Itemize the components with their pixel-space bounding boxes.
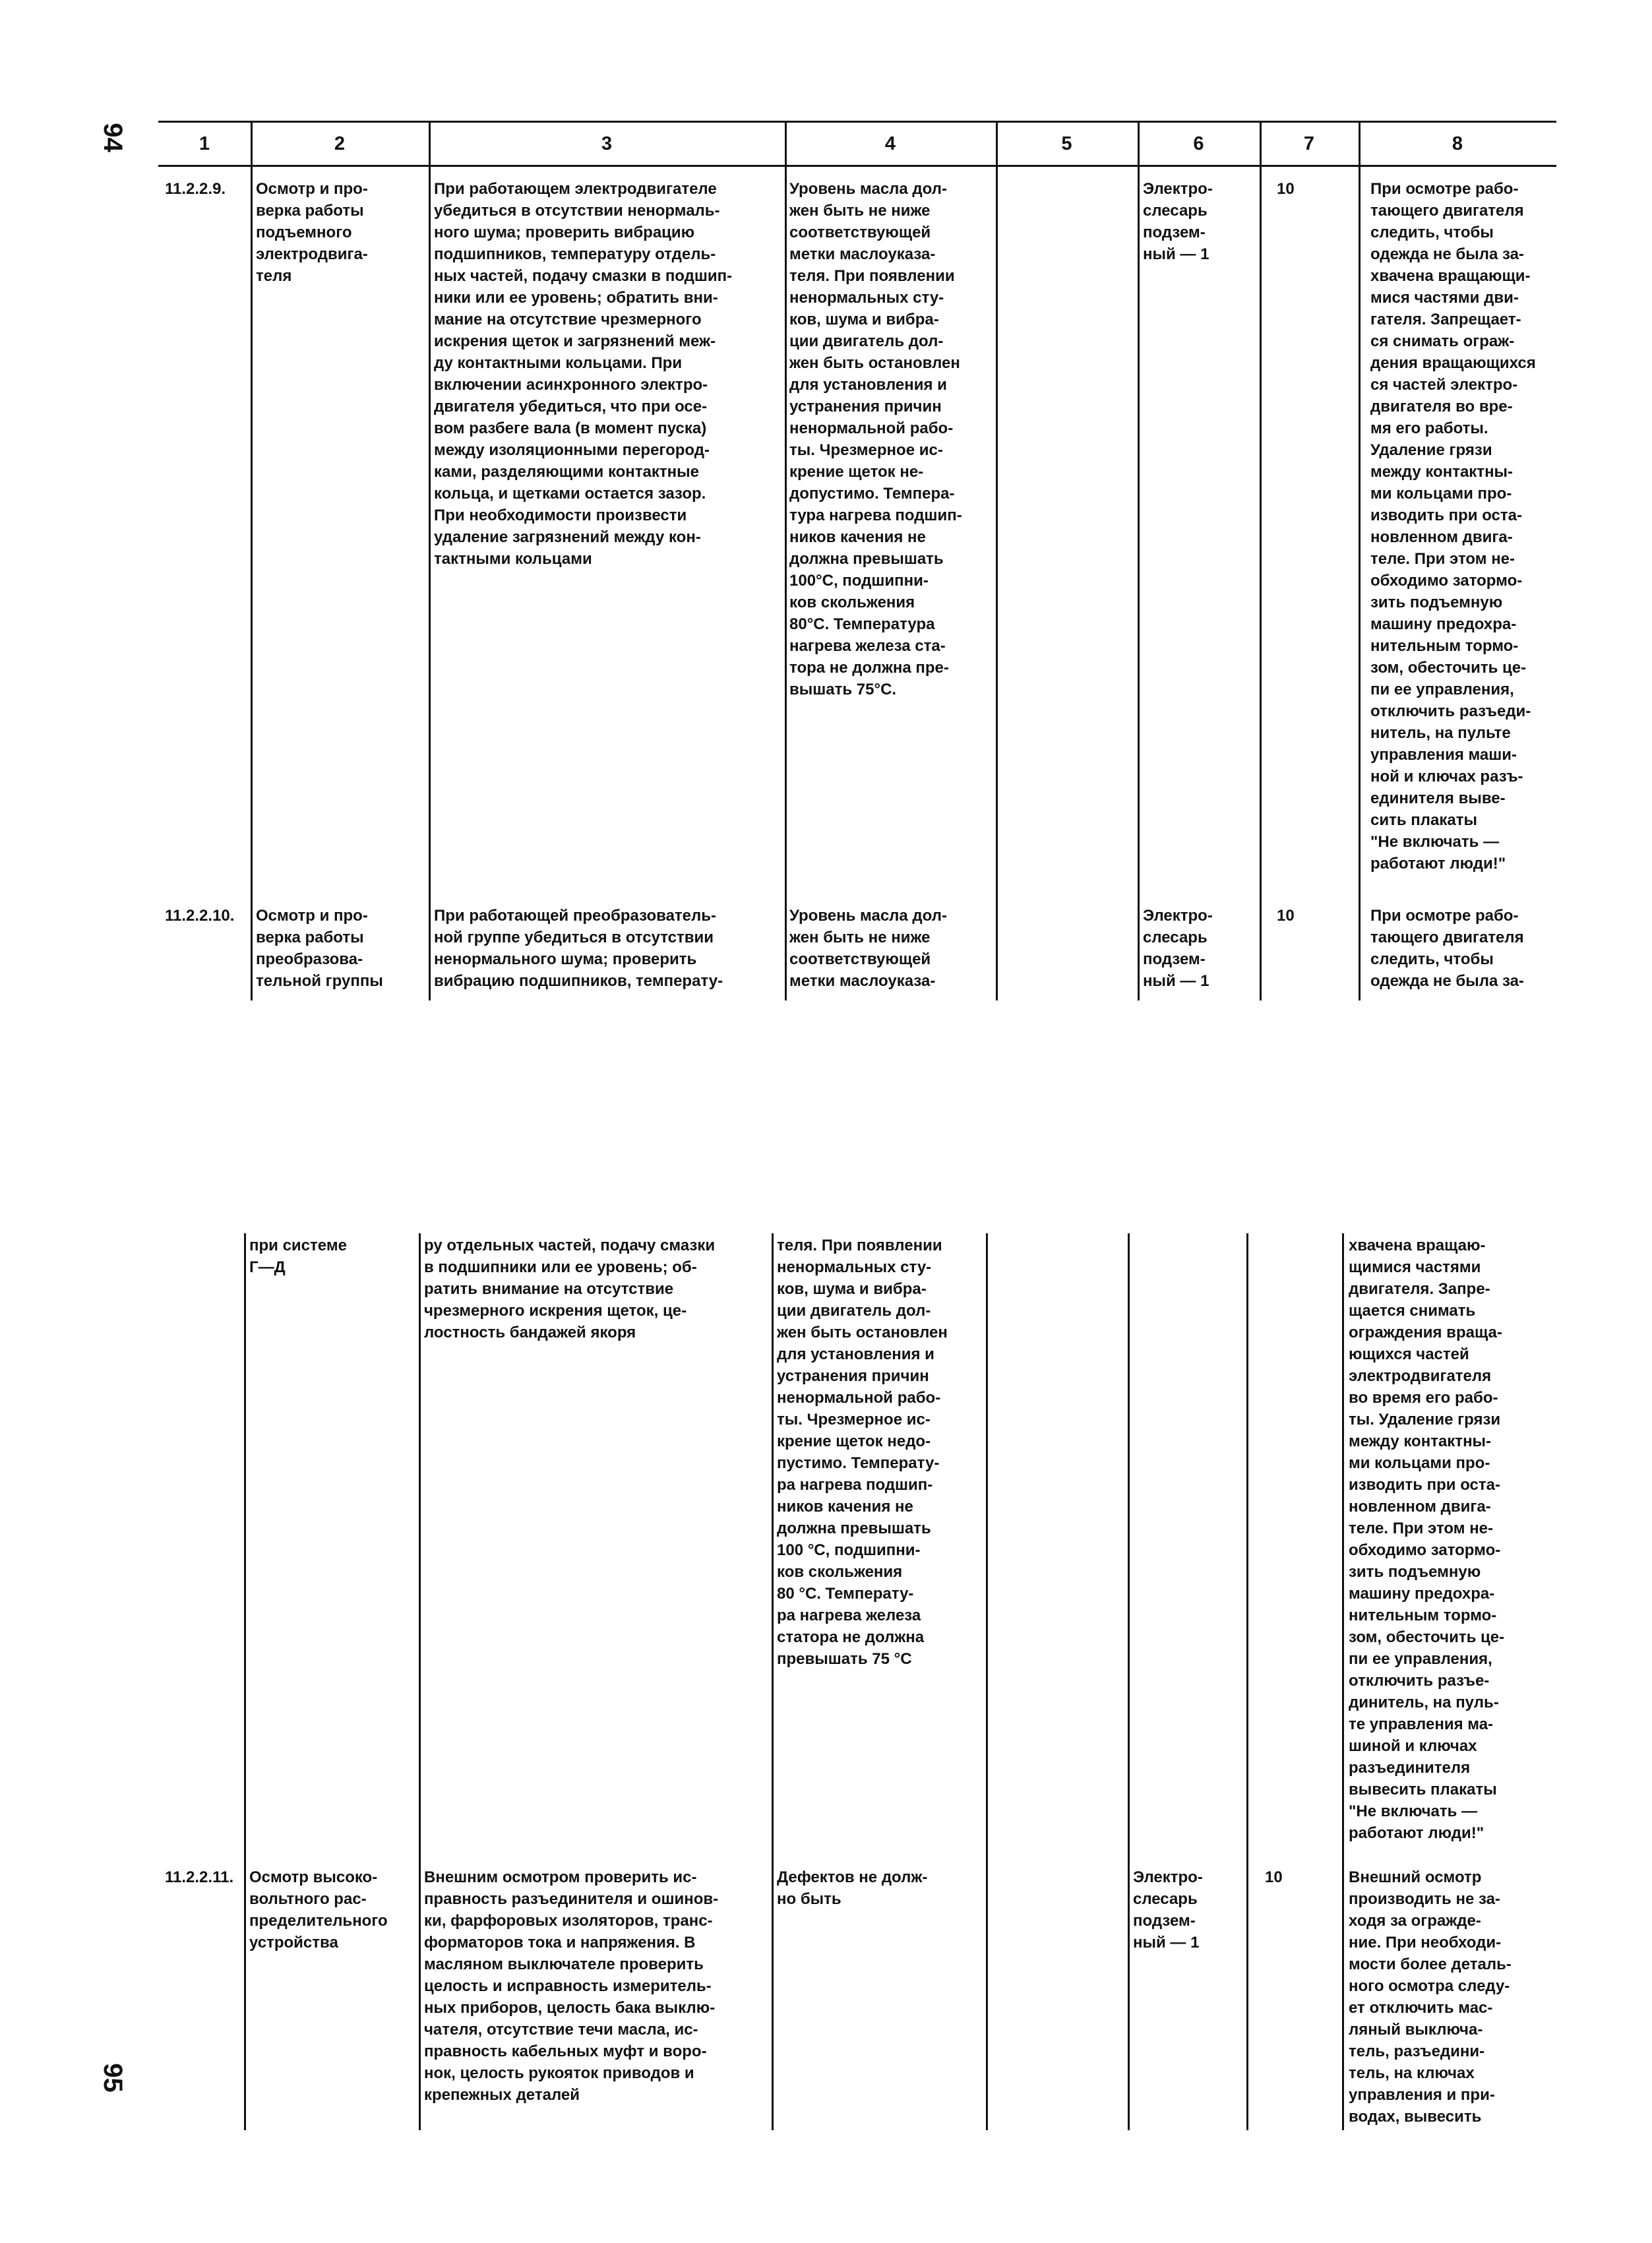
col-line [251,163,253,1000]
header-col-6: 6 [1193,133,1204,154]
cont-name: при системе Г—Д [249,1237,347,1276]
row-name: Осмотр высоко- вольтного рас- пределительного устройства [249,1868,388,1951]
row-id: 11.2.2.9. [165,180,226,198]
col-line [244,1233,246,2130]
header-col-2: 2 [334,133,346,154]
row-performer: Электро- слесарь подзем- ный — 1 [1133,1868,1203,1951]
col-line [1260,163,1262,1000]
col-line [1138,163,1140,1000]
col-line [1246,1233,1248,2130]
row-requirements: Дефектов не долж- но быть [777,1868,928,1908]
row-requirements: Уровень масла дол- жен быть не ниже соответствующей метки маслоуказа- [789,907,947,990]
row-time: 10 [1277,907,1295,925]
col-line [772,1233,774,2130]
row-performer: Электро- слесарь подзем- ный — 1 [1143,907,1213,990]
cont-requirements: теля. При появлении ненормальных сту- ков, шума и вибра- ции двигатель дол- жен быть остановлен для установления и устранения причин ненормальной рабо- ты. Чрезмерное ис- крение щеток недо- пустимо. Температу- ра нагрева подшип- ников качения не должна превышать 100 °С, подшипни- ков скольжения 80 °С. Температу- ра нагрева железа статора не должна превышать 75 °С [777,1237,948,1668]
row-name: Осмотр и про- верка работы подъемного электродвига- теля [256,180,368,285]
col-line [419,1233,421,2130]
page-number-top: 94 [98,123,127,152]
row-notes: При осмотре рабо- тающего двигателя следить, чтобы одежда не была за- [1370,907,1524,990]
row-requirements: Уровень масла дол- жен быть не ниже соответствующей метки маслоуказа- теля. При появлении ненормальных сту- ков, шума и вибра- ции двигатель дол- жен быть остановлен для установления и устранения причин ненормальной рабо- ты. Чрезмерное ис- крение щеток не- допустимо. Темпера- тура нагрева подшип- ников качения не должна превышать 100°С, подшипни- ков скольжения 80°С. Температура нагрева железа ста- тора не должна пре- вышать 75°С. [789,180,962,698]
col-line [1359,163,1361,1000]
header-col-4: 4 [884,133,896,154]
col-line [1128,1233,1130,2130]
cont-work: ру отдельных частей, подачу смазки в подшипники или ее уровень; об- ратить внимание на отсутствие чрезмерного искрения щеток, це- лостность бандажей якоря [424,1237,716,1341]
row-time: 10 [1265,1868,1283,1886]
page-number-bottom: 95 [98,2063,127,2093]
header-col-5: 5 [1061,133,1072,154]
header-col-7: 7 [1303,133,1315,154]
col-line [986,1233,988,2130]
row-id: 11.2.2.11. [165,1868,234,1886]
header-col-3: 3 [601,133,613,154]
col-line [996,163,998,1000]
row-work: Внешним осмотром проверить ис- правность разъединителя и ошинов- ки, фарфоровых изоляторов, транс- форматоров тока и напряжения. В масляном выключателе проверить целость и исправность измеритель- ных приборов, целость бака выклю- чателя, отсутствие течи масла, ис- правность кабельных муфт и воро- нок, целость рукояток приводов и крепежных деталей [424,1868,719,2104]
header-col-1: 1 [199,133,210,154]
header-col-8: 8 [1452,133,1463,154]
row-notes: Внешний осмотр производить не за- ходя за огражде- ние. При необходи- мости более деталь- ного осмотра следу- ет отключить мас- ляный выключа- тель, разъедини- тель, на ключах управления и при- водах, вывесить [1349,1868,1512,2126]
table-header [158,121,1556,167]
row-work: При работающей преобразователь- ной группе убедиться в отсутствии ненормального шума; проверить вибрацию подшипников, температу- [434,907,723,990]
row-performer: Электро- слесарь подзем- ный — 1 [1143,180,1213,263]
row-work: При работающем электродвигателе убедиться в отсутствии ненормаль- ного шума; проверить вибрацию подшипников, температуру отдель- ных частей, подачу смазки в подшип- ники или ее уровень; обратить вни- мание на отсутствие чрезмерного искрения щеток и загрязнений меж- ду контактными кольцами. При включении асинхронного электро- двигателя убедиться, что при осе- вом разбеге вала (в момент пуска) между изоляционными перегород- ками, разделяющими контактные кольца, и щетками остается зазор. При необходимости произвести удаление загрязнений между кон- тактными кольцами [434,180,733,568]
col-line [1342,1233,1344,2130]
col-line [429,163,431,1000]
col-line [785,163,787,1000]
row-time: 10 [1277,180,1295,198]
cont-notes: хвачена вращаю- щимися частями двигателя. Запре- щается снимать ограждения враща- ющихся частей электродвигателя во время его рабо- ты. Удаление грязи между контактны- ми кольцами про- изводить при оста- новленном двига- теле. При этом не- обходимо затормо- зить подъемную машину предохра- нительным тормо- зом, обесточить це- пи ее управления, отключить разъе- динитель, на пуль- те управления ма- шиной и ключах разъединителя вывесить плакаты "Не включать — работают люди!" [1349,1237,1505,1842]
row-id: 11.2.2.10. [165,907,235,925]
row-name: Осмотр и про- верка работы преобразова- тельной группы [256,907,383,990]
row-notes: При осмотре рабо- тающего двигателя следить, чтобы одежда не была за- хвачена вращающи- мися частями дви- гателя. Запрещает- ся снимать ограж- дения вращающихся ся частей электро- двигателя во вре- мя его работы. Удаление грязи между контактны- ми кольцами про- изводить при оста- новленном двига- теле. При этом не- обходимо затормо- зить подъемную машину предохра- нительным тормо- зом, обесточить це- пи ее управления, отключить разъеди- нитель, на пульте управления маши- ной и ключах разъ- единителя выве- сить плакаты "Не включать — работают люди!" [1370,180,1536,873]
